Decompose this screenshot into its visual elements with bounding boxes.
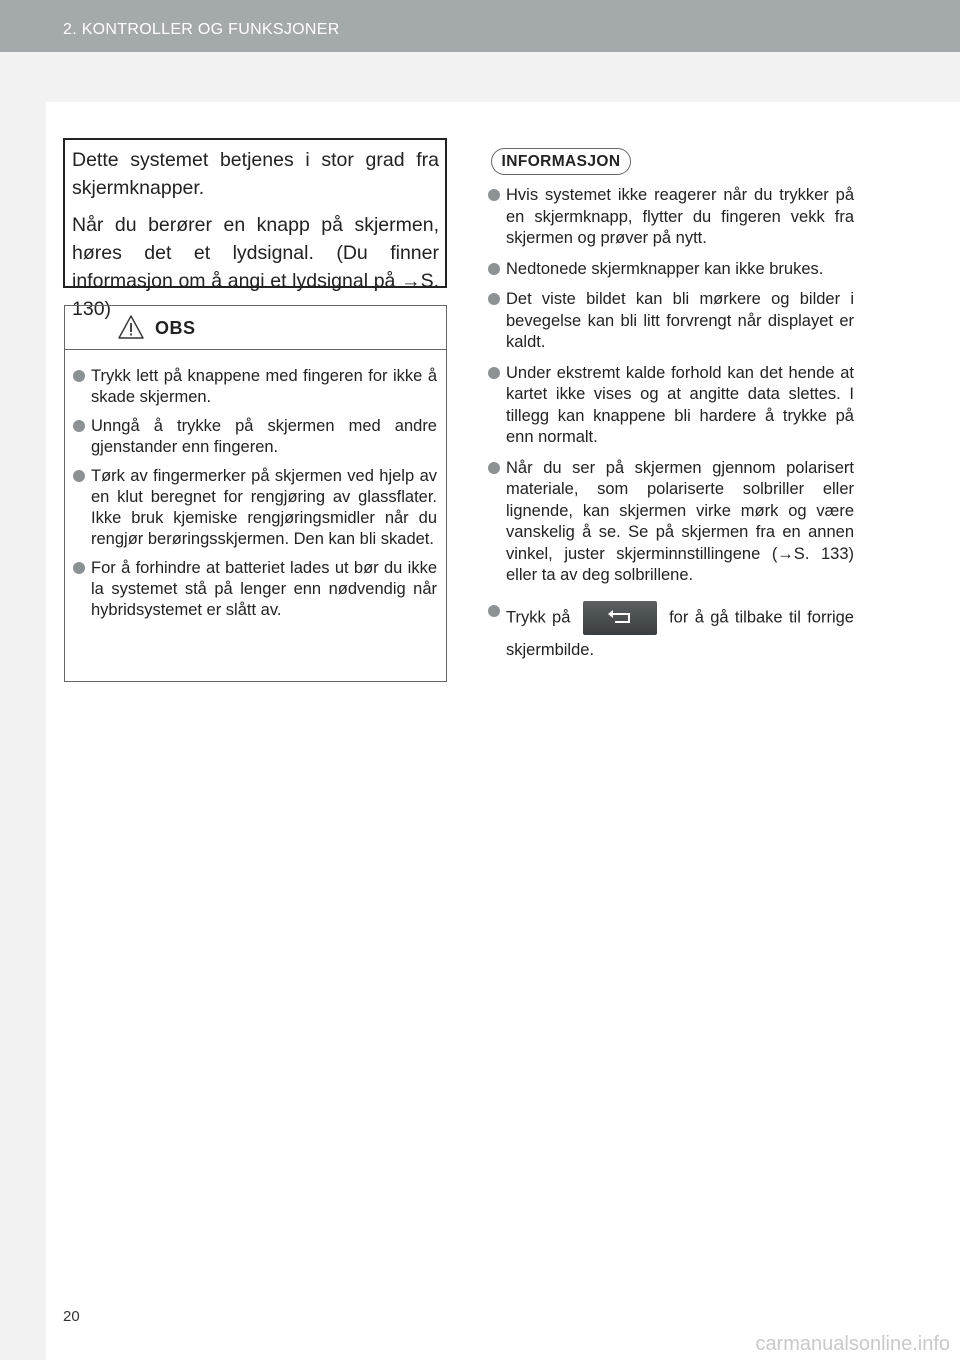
info-item-back [488, 601, 854, 665]
info-badge: INFORMASJON [491, 148, 631, 175]
obs-list [65, 350, 446, 621]
info-item-back-text-after: for å gå tilbake til forrige skjermbilde. [506, 607, 854, 659]
intro-paragraph-1: Dette systemet betjenes i stor grad fra skjermknapper. [72, 149, 439, 199]
obs-item: Tørk av fingermerker på skjermen ved hjelp av en klut beregnet for rengjøring av glassflater. Ikke bruk kjemiske rengjøringsmidler når du rengjør berøringsskjermen. Den kan bli skadet. [73, 466, 437, 550]
info-item: Nedtonede skjermknapper kan ikke brukes. [488, 259, 854, 281]
obs-header [65, 306, 446, 350]
info-item: Det viste bildet kan bli mørkere og bilder i bevegelse kan bli litt forvrengt når displayet er kaldt. [488, 289, 854, 354]
obs-item: Trykk lett på knappene med fingeren for ikke å skade skjermen. [73, 366, 437, 408]
watermark: carmanualsonline.info [755, 1333, 950, 1355]
warning-triangle-icon [117, 314, 145, 340]
info-item: Når du ser på skjermen gjennom polarisert materiale, som polariserte solbriller eller lignende, kan skjermen virke mørk og være vanskelig å se. Se på skjermen fra en annen vinkel, juster skjerminnstillingene (→S. 133) eller ta av deg solbrillene. [488, 458, 854, 587]
page-number: 20 [63, 1308, 80, 1325]
obs-notice-box [64, 305, 447, 682]
info-item: Under ekstremt kalde forhold kan det hende at kartet ikke vises og at angitte data slettes. I tillegg kan knappene bli hardere å trykke på enn normalt. [488, 363, 854, 449]
back-button[interactable] [583, 601, 657, 635]
obs-title: OBS [155, 318, 196, 338]
info-item-back-text-before: Trykk på [506, 607, 571, 626]
info-list [488, 185, 854, 674]
info-item: Hvis systemet ikke reagerer når du trykker på en skjermknapp, flytter du fingeren vekk fra skjermen og prøver på nytt. [488, 185, 854, 250]
obs-item: For å forhindre at batteriet lades ut bør du ikke la systemet stå på lenger enn nødvendig når hybridsystemet er slått av. [73, 558, 437, 621]
intro-box [63, 138, 447, 320]
obs-item: Unngå å trykke på skjermen med andre gjenstander enn fingeren. [73, 416, 437, 458]
page-header [0, 0, 960, 52]
intro-paragraph-2: Når du berører en knapp på skjermen, høres det et lydsignal. (Du finner informasjon om å angi et lydsignal på →S. 130) [72, 214, 439, 320]
chapter-title: 2. KONTROLLER OG FUNKSJONER [63, 21, 340, 38]
back-arrow-icon [607, 609, 633, 627]
